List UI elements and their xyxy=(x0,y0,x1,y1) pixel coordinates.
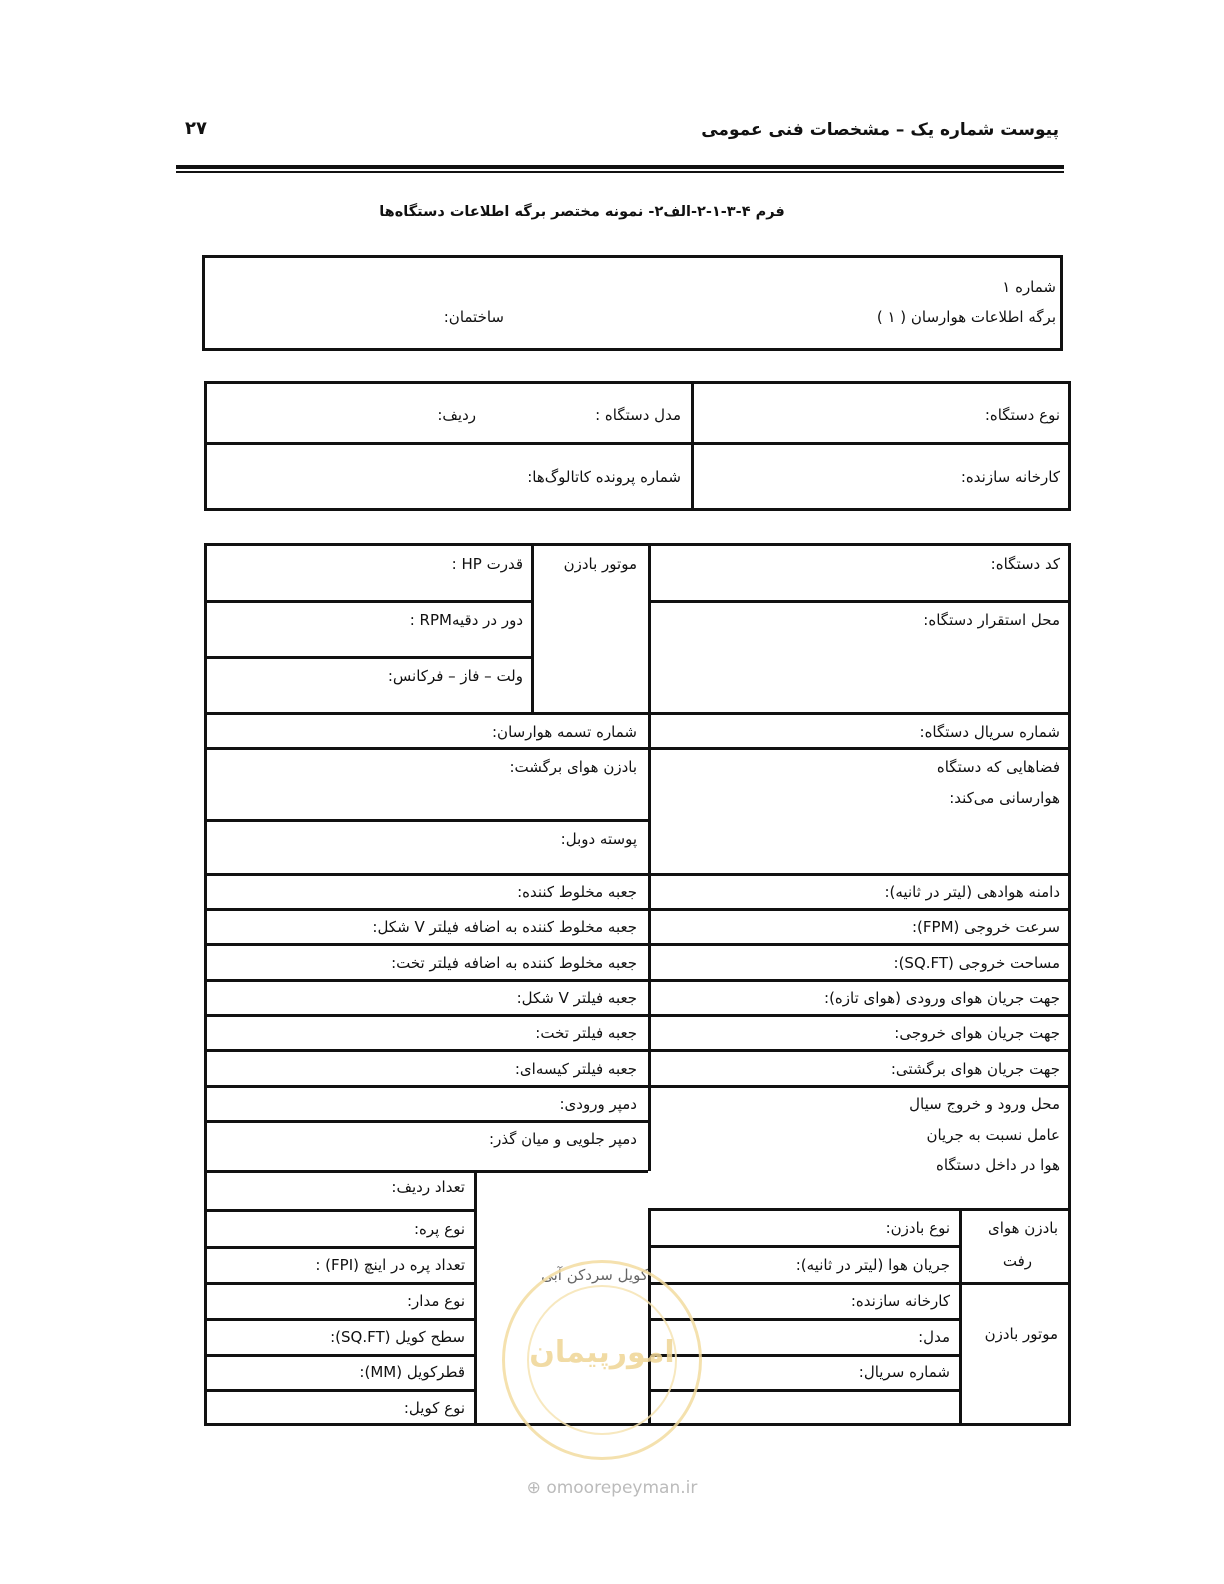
divider xyxy=(959,1208,962,1423)
divider xyxy=(207,1014,1068,1017)
divider xyxy=(207,1246,474,1249)
inlet-damper-label: دمپر ورودی: xyxy=(559,1095,637,1113)
website-watermark xyxy=(0,1478,1224,1498)
return-flow-label: جهت جریان هوای برگشتی: xyxy=(890,1060,1060,1078)
double-shell-label: پوسته دوبل: xyxy=(560,830,637,848)
manufacturer-2-label: کارخانه سازنده: xyxy=(850,1292,950,1310)
fan-type-label: نوع بادزن: xyxy=(885,1219,950,1237)
divider xyxy=(648,1282,1068,1285)
supply-fan-label-2: رفت xyxy=(1002,1252,1032,1270)
divider xyxy=(207,1209,474,1212)
fin-type-label: نوع پره: xyxy=(413,1220,465,1238)
device-model-label: مدل دستگاه : xyxy=(595,406,681,424)
device-info-table xyxy=(204,381,1071,511)
fluid-label-1: محل ورود و خروج سیال xyxy=(909,1095,1060,1113)
divider xyxy=(207,1049,1068,1052)
fluid-label-2: عامل نسبت به جریان xyxy=(926,1126,1060,1144)
watermark-seal xyxy=(502,1260,702,1460)
location-label: محل استقرار دستگاه: xyxy=(923,611,1060,629)
divider xyxy=(648,1208,1068,1211)
device-type-label: نوع دستگاه: xyxy=(984,406,1060,424)
airflow-label: جریان هوا (لیتر در ثانیه): xyxy=(795,1256,950,1274)
mixing-box-label: جعبه مخلوط کننده: xyxy=(517,883,637,901)
sheet-number: شماره ۱ xyxy=(1002,278,1056,296)
device-code-label: کد دستگاه: xyxy=(990,555,1060,573)
divider xyxy=(207,712,1068,715)
divider xyxy=(474,1170,477,1423)
model-label: مدل: xyxy=(918,1328,950,1346)
manufacturer-label: کارخانه سازنده: xyxy=(960,468,1060,486)
divider xyxy=(207,656,531,659)
flat-filter-label: جعبه فیلتر تخت: xyxy=(535,1024,637,1042)
divider xyxy=(207,747,1068,750)
v-filter-label: جعبه فیلتر V شکل: xyxy=(516,989,637,1007)
belt-label: شماره تسمه هوارسان: xyxy=(492,723,637,741)
divider xyxy=(207,442,1068,445)
row-label: ردیف: xyxy=(437,406,476,424)
outlet-speed-label: سرعت خروجی (FPM): xyxy=(911,918,1060,936)
divider xyxy=(207,979,1068,982)
globe-icon: ⊕ xyxy=(526,1478,541,1498)
divider xyxy=(207,1389,474,1392)
inlet-flow-label: جهت جریان هوای ورودی (هوای تازه): xyxy=(824,989,1060,1007)
serial-label: شماره سریال دستگاه: xyxy=(919,723,1060,741)
fan-motor-label: موتور بادزن xyxy=(563,555,637,573)
info-box-header xyxy=(202,255,1063,351)
serial-2-label: شماره سریال: xyxy=(858,1363,950,1381)
spaces-label-1: فضاهایی که دستگاه xyxy=(936,758,1060,776)
coil-diameter-label: قطرکویل (MM): xyxy=(359,1363,465,1381)
bag-filter-label: جعبه فیلتر کیسه‌ای: xyxy=(514,1060,637,1078)
divider xyxy=(207,1085,1068,1088)
divider xyxy=(207,1282,474,1285)
mixing-v-label: جعبه مخلوط کننده به اضافه فیلتر V شکل: xyxy=(372,918,637,936)
face-damper-label: دمپر جلویی و میان گذر: xyxy=(489,1130,637,1148)
rpm-label: دور در دقیهRPM : xyxy=(409,611,523,629)
divider xyxy=(648,546,651,1171)
divider xyxy=(207,1318,474,1321)
header-rule xyxy=(176,165,1064,169)
fan-motor-label-2: موتور بادزن xyxy=(984,1325,1058,1343)
divider xyxy=(648,1318,959,1321)
outlet-flow-label: جهت جریان هوای خروجی: xyxy=(894,1024,1060,1042)
outlet-area-label: مساحت خروجی (SQ.FT): xyxy=(893,954,1060,972)
catalog-file-label: شماره پرونده کاتالوگ‌ها: xyxy=(527,468,681,486)
supply-fan-label-1: بادزن هوای xyxy=(987,1219,1058,1237)
divider xyxy=(207,1354,474,1357)
coil-area-label: سطح کویل (SQ.FT): xyxy=(330,1328,465,1346)
power-label: قدرت HP : xyxy=(451,555,523,573)
page-header-title: پیوست شماره یک – مشخصات فنی عمومی xyxy=(701,120,1059,140)
circuit-type-label: نوع مدار: xyxy=(406,1292,465,1310)
volt-label: ولت – فاز – فرکانس: xyxy=(387,667,523,685)
divider xyxy=(207,1120,648,1123)
form-title: فرم ۴-۳-۱-۲-الف۲- نمونه مختصر برگه اطلاعات دستگاه‌ها xyxy=(379,204,785,220)
header-rule-thin xyxy=(176,171,1064,173)
spaces-label-2: هوارسانی می‌کند: xyxy=(949,789,1060,807)
page-number: ۲۷ xyxy=(185,118,207,139)
divider xyxy=(207,908,1068,911)
divider xyxy=(691,384,694,508)
divider xyxy=(207,1170,648,1173)
divider xyxy=(207,600,531,603)
return-fan-label: بادزن هوای برگشت: xyxy=(509,758,637,776)
supply-range-label: دامنه هوادهی (لیتر در ثانیه): xyxy=(884,883,1060,901)
divider xyxy=(648,600,1068,603)
divider xyxy=(648,1245,959,1248)
divider xyxy=(207,873,1068,876)
coil-type-label: نوع کویل: xyxy=(403,1399,465,1417)
watermark-text: امورپیمان xyxy=(529,1335,675,1370)
divider xyxy=(207,819,648,822)
fluid-label-3: هوا در داخل دستگاه xyxy=(935,1156,1060,1174)
divider xyxy=(531,546,534,712)
fpi-label: تعداد پره در اینچ (FPI) : xyxy=(315,1256,465,1274)
divider xyxy=(207,943,1068,946)
mixing-flat-label: جعبه مخلوط کننده به اضافه فیلتر تخت: xyxy=(391,954,637,972)
row-count-label: تعداد ردیف: xyxy=(391,1178,465,1196)
coil-label: کویل سردکن آبی xyxy=(541,1266,648,1284)
sheet-title: برگه اطلاعات هوارسان ( ۱ ) xyxy=(876,308,1056,326)
building-label: ساختمان: xyxy=(443,308,504,326)
website-text: omoorepeyman.ir xyxy=(546,1478,698,1498)
